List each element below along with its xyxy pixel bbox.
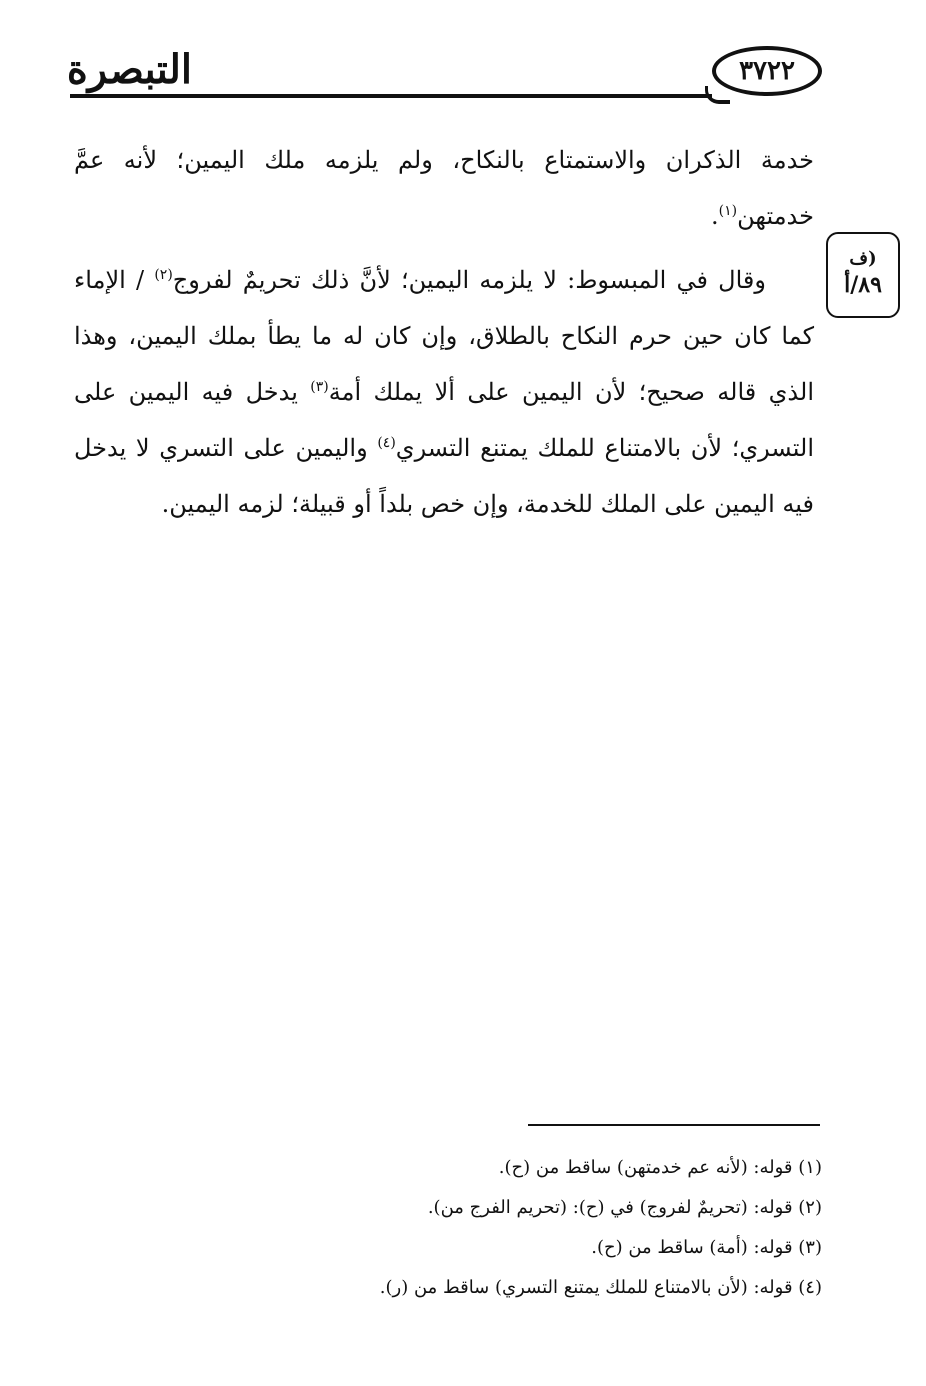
footnote-2: (٢) قوله: (تحريمٌ لفروج) في (ح): (تحريم الفرج من). [427,1197,822,1218]
footnote-ref-1: (١) [718,203,738,219]
footnotes [300,1148,822,1308]
footnote-3: (٣) قوله: (أمة) ساقط من (ح). [591,1237,822,1258]
footnote-4: (٤) قوله: (لأن بالامتناع للملك يمتنع التسري) ساقط من (ر). [379,1277,822,1298]
book-title: التبصرة [66,46,192,93]
paragraph-2-part-b: / الإماء كما كان حين حرم النكاح بالطلاق، وإن كان له ما يطأ بملك اليمين، وهذا الذي قاله صحيح؛ لأن اليمين على ألا يملك أمة [74,266,814,406]
header-rule [70,94,712,98]
paragraph-2-part-c: يدخل فيه اليمين على التسري؛ لأن بالامتناع للملك يمتنع التسري [74,378,815,462]
paragraph-2 [74,252,814,532]
footnote-ref-2: (٢) [154,267,173,283]
paragraph-2-part-d: واليمين على التسري لا يدخل فيه اليمين على الملك للخدمة، وإن خص بلداً أو قبيلة؛ لزمه اليمين. [74,434,814,518]
oval-tail-ornament [705,86,730,104]
page-number: ٣٧٢٢ [712,46,822,96]
paragraph-1-end: . [711,202,719,230]
footnote-1: (١) قوله: (لأنه عم خدمتهن) ساقط من (ح). [498,1157,822,1178]
paragraph-1 [74,132,814,244]
paragraph-2-part-a: وقال في المبسوط: لا يلزمه اليمين؛ لأنَّ ذلك تحريمٌ لفروج [172,266,766,294]
footnote-ref-3: (٣) [310,379,329,395]
main-text [74,132,814,532]
footnote-ref-4: (٤) [377,435,396,451]
paragraph-1-text: خدمة الذكران والاستمتاع بالنكاح، ولم يلزمه ملك اليمين؛ لأنه عمَّ خدمتهن [74,146,814,230]
margin-note-line1: (ف [849,248,877,269]
page-header [66,40,830,110]
footnote-separator [528,1124,820,1126]
margin-note-box [826,232,900,318]
margin-note-line2: ٨٩/أ [844,272,882,298]
